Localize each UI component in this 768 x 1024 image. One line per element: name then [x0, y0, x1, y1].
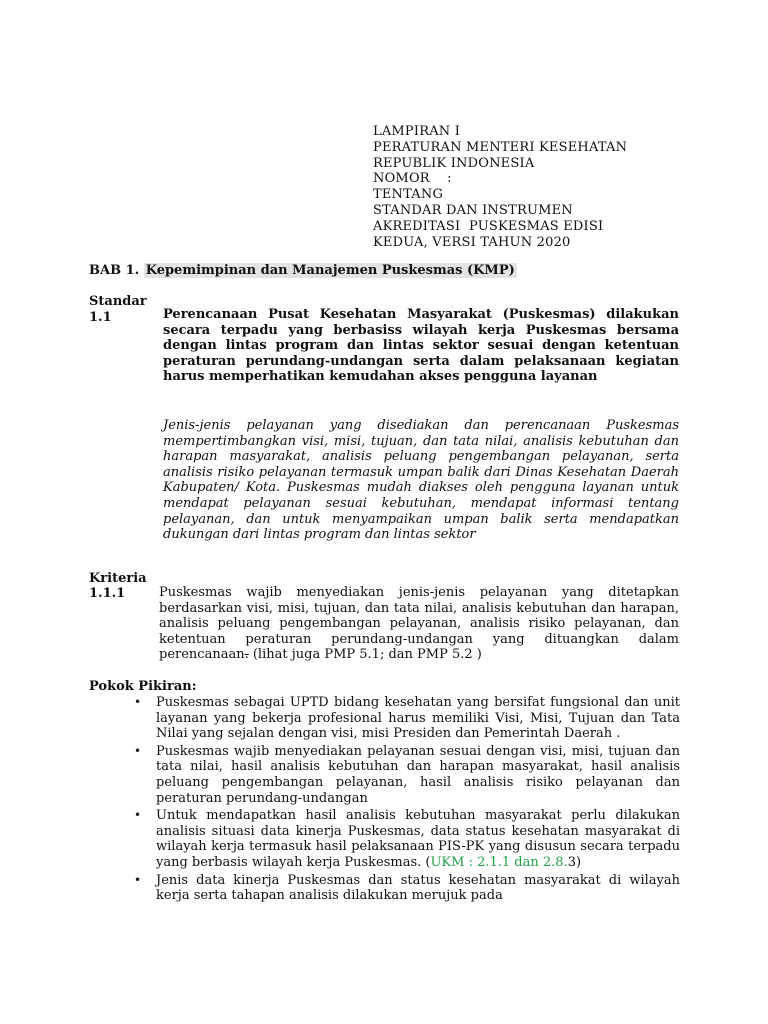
standar-label: Standar — [89, 294, 147, 309]
kriteria-strikethrough: . — [244, 647, 249, 663]
list-item-text: Untuk mendapatkan hasil analisis kebutuhan masyarakat perlu dilakukan analisis situasi data kinerja Puskesmas, data status kesehatan masyarakat di wilayah kerja termasuk hasil pelaksanaan PIS-PK yang disusun secara terpadu yang berbasis wilayah kerja Puskesmas. ( — [156, 808, 680, 870]
kriteria-body: Puskesmas wajib menyediakan jenis-jenis pelayanan yang ditetapkan berdasarkan visi, misi, tujuan, dan tata nilai, analisis kebutuhan dan harapan, analisis peluang pengembangan pelayanan, analisis risiko pelayanan, dan ketentuan peraturan perundang-undangan yang dituangkan dalam perencanaan — [159, 585, 679, 663]
chapter-heading — [89, 263, 517, 278]
header-line: TENTANG — [373, 187, 444, 203]
header-line: KEDUA, VERSI TAHUN 2020 — [373, 234, 571, 250]
kriteria-reference: (lihat juga PMP 5.1; dan PMP 5.2 ) — [248, 647, 482, 663]
standar-number: 1.1 — [89, 310, 112, 325]
list-item-text-end: 3) — [567, 854, 582, 870]
kriteria-text — [159, 585, 679, 663]
ukm-reference: UKM : 2.1.1 dan 2.8. — [430, 854, 568, 870]
header-line: LAMPIRAN I — [373, 124, 461, 139]
list-item — [132, 744, 680, 806]
pokok-pikiran-list — [132, 695, 680, 906]
lampiran-header — [373, 124, 703, 250]
header-line: REPUBLIK INDONESIA — [373, 155, 535, 171]
kriteria-label: Kriteria — [89, 571, 147, 586]
bullet-icon: • — [134, 695, 142, 709]
bullet-icon: • — [134, 808, 142, 823]
standar-text: Perencanaan Pusat Kesehatan Masyarakat (Puskesmas) dilakukan secara terpadu yang berbasiss wilayah kerja Puskesmas bersama dengan lintas program dan lintas sektor sesuai dengan ketentuan peraturan perundang-undangan serta dalam pelaksanaan kegiatan harus memperhatikan kemudahan akses pengguna layanan — [163, 307, 679, 385]
list-item-text: Puskesmas sebagai UPTD bidang kesehatan yang bersifat fungsional dan unit layanan yang bekerja profesional harus memiliki Visi, Misi, Tujuan dan Tata Nilai yang sejalan dengan visi, misi Presiden dan Pemerintah Daerah . — [156, 695, 680, 742]
pokok-pikiran-label: Pokok Pikiran: — [89, 679, 197, 694]
bullet-icon: • — [134, 872, 142, 887]
header-line: AKREDITASI PUSKESMAS EDISI — [373, 218, 604, 234]
header-line: STANDAR DAN INSTRUMEN — [373, 202, 573, 218]
bullet-icon: • — [134, 743, 142, 758]
header-line: NOMOR : — [373, 171, 452, 187]
header-line: PERATURAN MENTERI KESEHATAN — [373, 139, 628, 155]
chapter-prefix: BAB 1. — [89, 263, 144, 278]
list-item — [132, 873, 680, 904]
list-item — [132, 808, 680, 870]
standar-description: Jenis-jenis pelayanan yang disediakan dan perencanaan Puskesmas mempertimbangkan visi, misi, tujuan, dan tata nilai, analisis kebutuhan dan harapan masyarakat, analisis peluang pengembangan pelayanan, serta analisis risiko pelayanan termasuk umpan balik dari Dinas Kesehatan Daerah Kabupaten/ Kota. Puskesmas mudah diakses oleh pengguna layanan untuk mendapat pelayanan sesuai kebutuhan, mendapat informasi tentang pelayanan, dan untuk menyampaikan umpan balik serta mendapatkan dukungan dari lintas program dan lintas sektor — [163, 418, 679, 543]
list-item-text: Puskesmas wajib menyediakan pelayanan sesuai dengan visi, misi, tujuan dan tata nilai, hasil analisis kebutuhan dan harapan masyarakat, hasil analisis peluang pengembangan pelayanan, hasil analisis risiko pelayanan dan peraturan perundang-undangan — [156, 743, 680, 806]
kriteria-number: 1.1.1 — [89, 586, 126, 601]
list-item-text: Jenis data kinerja Puskesmas dan status kesehatan masyarakat di wilayah kerja serta tahapan analisis dilakukan merujuk pada — [156, 872, 680, 904]
chapter-title: Kepemimpinan dan Manajemen Puskesmas (KMP) — [145, 263, 515, 278]
list-item — [132, 695, 680, 742]
